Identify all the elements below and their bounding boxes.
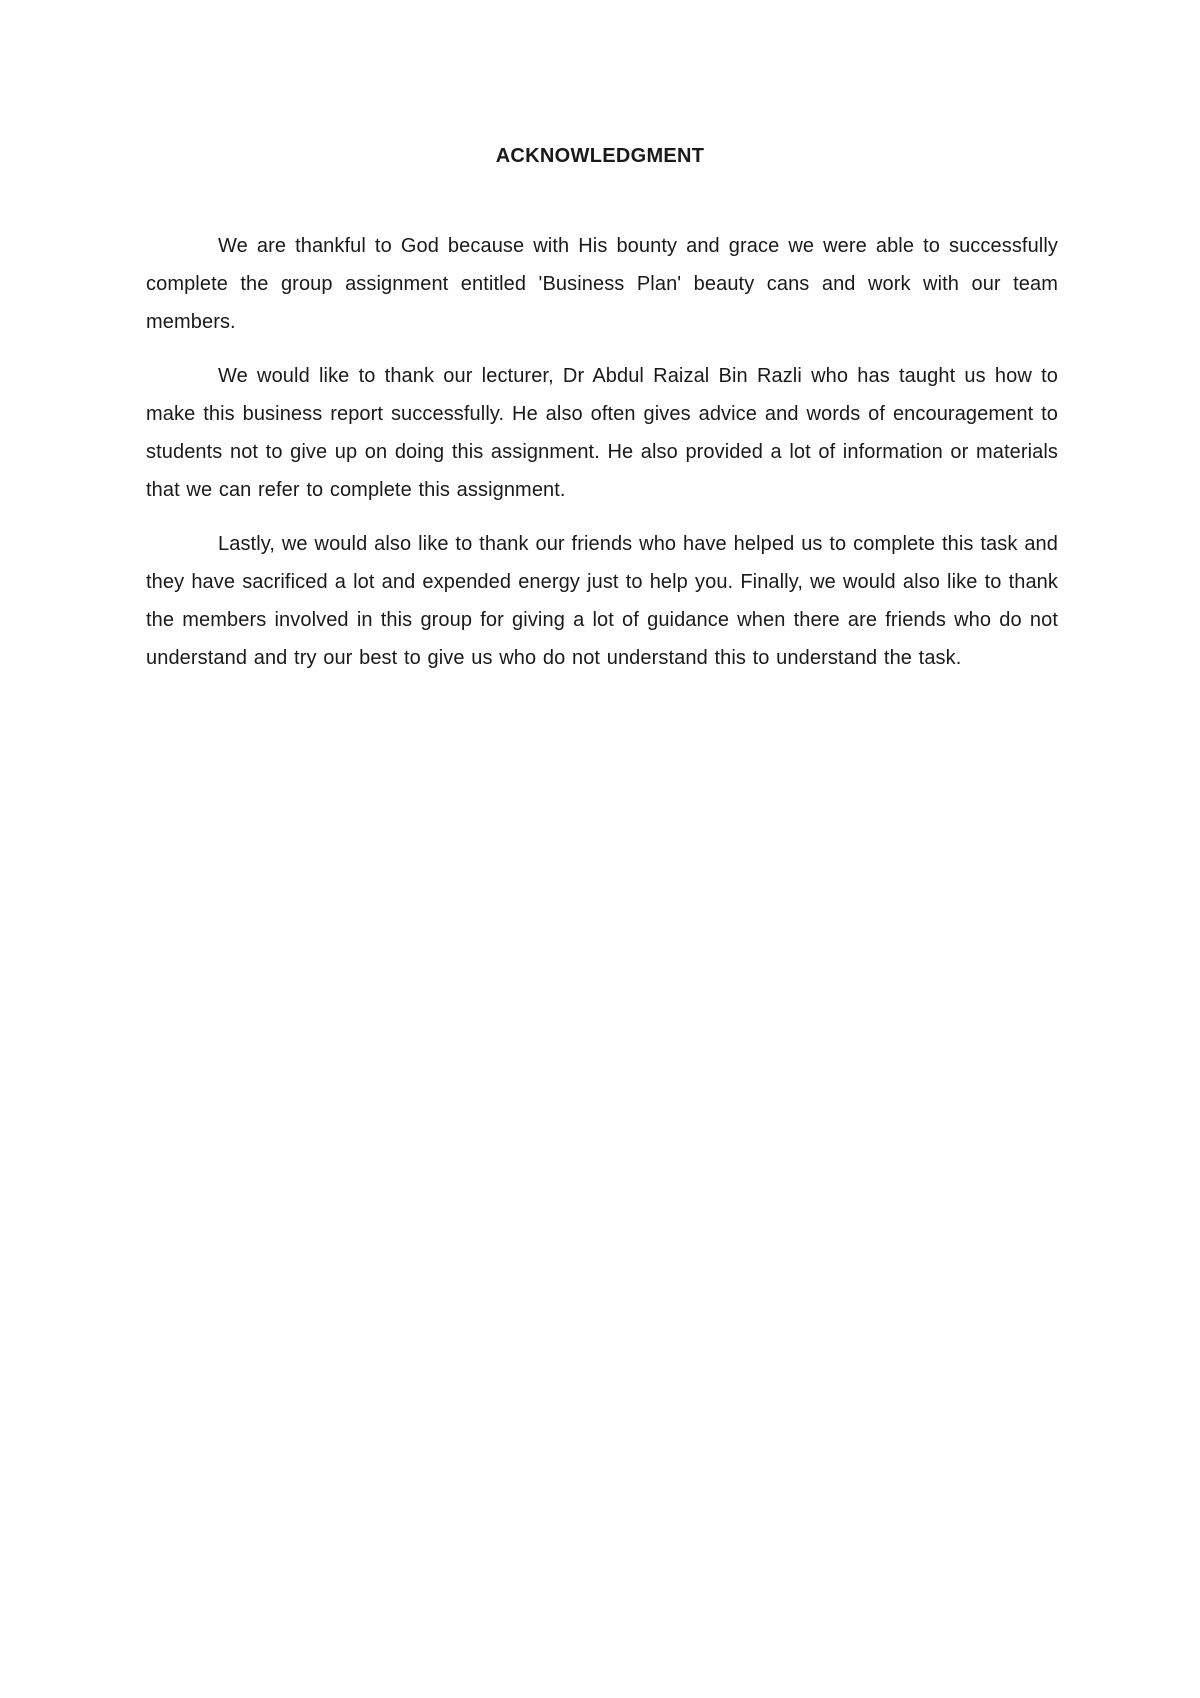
paragraph-gratitude-god: We are thankful to God because with His bounty and grace we were able to successfully complete the group assignment entitled 'Business Plan' beauty cans and work with our team members. (146, 235, 1058, 333)
document-body (146, 227, 1058, 693)
paragraph-thanks-lecturer: We would like to thank our lecturer, Dr Abdul Raizal Bin Razli who has taught us how to make this business report successfully. He also often gives advice and words of encouragement to students not to give up on doing this assignment. He also provided a lot of information or materials that we can refer to complete this assignment. (146, 365, 1058, 501)
paragraph-thanks-friends: Lastly, we would also like to thank our friends who have helped us to complete this task and they have sacrificed a lot and expended energy just to help you. Finally, we would also like to thank the members involved in this group for giving a lot of guidance when there are friends who do not understand and try our best to give us who do not understand this to understand the task. (146, 533, 1058, 669)
page-title: ACKNOWLEDGMENT (495, 145, 705, 167)
